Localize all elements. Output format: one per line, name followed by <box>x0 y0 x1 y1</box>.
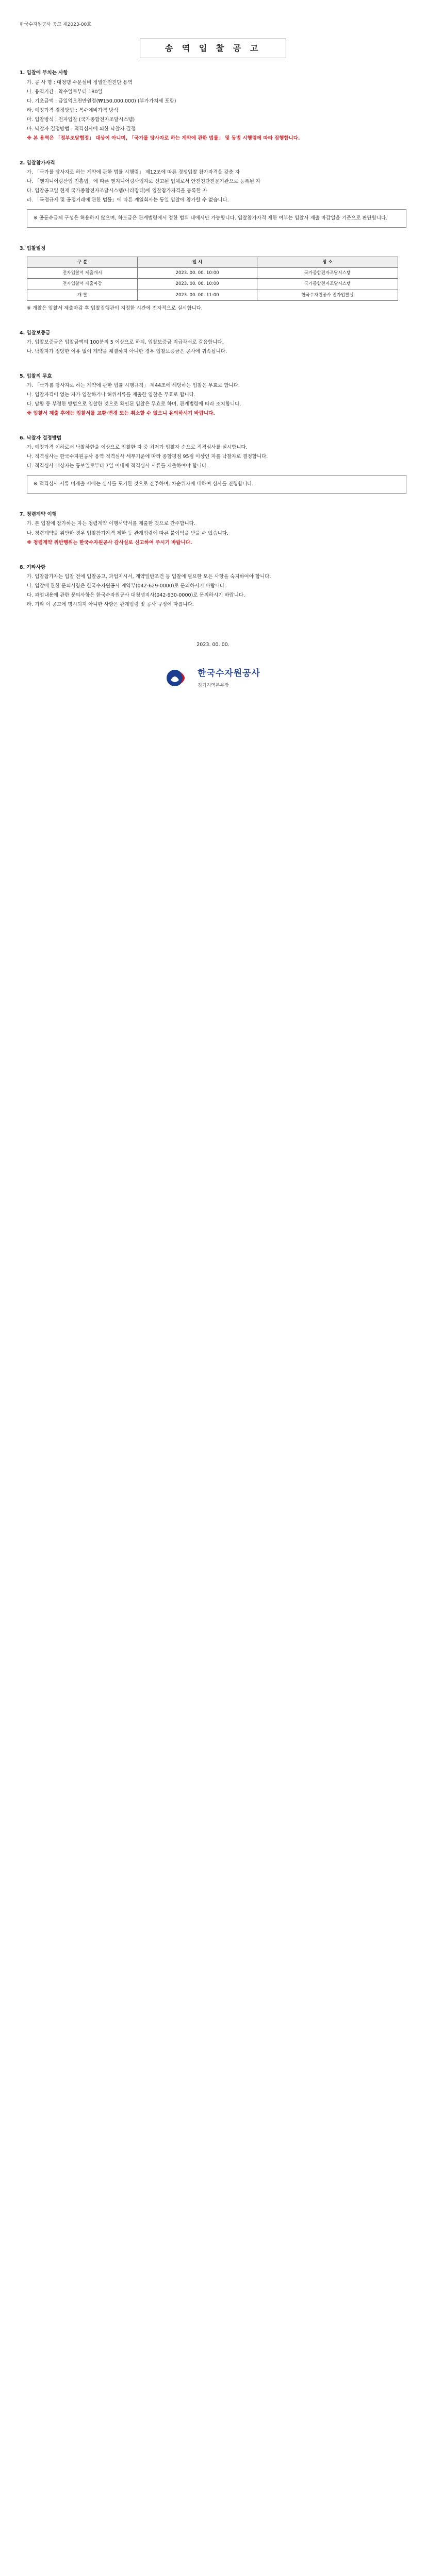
table-cell: 전자입찰서 제출개시 <box>27 268 138 279</box>
notice-box: ※ 적격심사 서류 미제출 시에는 심사를 포기한 것으로 간주하며, 차순위자에 대하여 심사를 진행합니다. <box>27 475 406 494</box>
paragraph: ※ 개찰은 입찰서 제출마감 후 입찰집행관이 지정한 시간에 전자적으로 실시합니다. <box>27 305 203 311</box>
section-7 <box>20 510 406 547</box>
section-title: 3. 입찰일정 <box>20 246 46 252</box>
section-title: 2. 입찰참가자격 <box>20 160 55 166</box>
section-8 <box>20 563 406 609</box>
table-cell: 국가종합전자조달시스템 <box>257 279 398 290</box>
table-cell: 2023. 00. 00. 11:00 <box>138 290 257 300</box>
table-row <box>27 290 398 300</box>
paragraph: 바. 낙찰자 결정방법 : 적격심사에 의한 낙찰자 결정 <box>27 126 136 132</box>
paragraph: 가. 「국가를 당사자로 하는 계약에 관한 법률 시행규칙」 제44조에 해당하는 입찰은 무효로 합니다. <box>27 382 240 388</box>
kwater-logo-icon <box>166 668 192 688</box>
section-title: 4. 입찰보증금 <box>20 330 51 336</box>
paragraph: 가. 본 입찰에 참가하는 자는 청렴계약 이행서약서를 제출한 것으로 간주합니다. <box>27 521 195 527</box>
paragraph: 나. 청렴계약을 위반한 경우 입찰참가자격 제한 등 관계법령에 따른 불이익을 받을 수 있습니다. <box>27 530 229 536</box>
paragraph: 가. 입찰보증금은 입찰금액의 100분의 5 이상으로 하되, 입찰보증금 지급각서로 갈음합니다. <box>27 339 224 345</box>
kwater-logo <box>166 665 260 690</box>
paragraph: 다. 담합 등 부정한 방법으로 입찰한 것으로 확인된 입찰은 무효로 하며, 관계법령에 따라 조치합니다. <box>27 401 241 408</box>
table-row <box>27 279 398 290</box>
section-6 <box>20 434 406 494</box>
highlight-note: ※ 본 용역은 「정부조달협정」 대상이 아니며, 「국가를 당사자로 하는 계약에 관한 법률」 및 동법 시행령에 따라 집행합니다. <box>27 135 300 141</box>
paragraph: 마. 입찰방식 : 전자입찰 (국가종합전자조달시스템) <box>27 116 135 123</box>
section-5 <box>20 372 406 418</box>
section-title: 1. 입찰에 부치는 사항 <box>20 70 68 76</box>
paragraph: 나. 용역기간 : 착수일로부터 180일 <box>27 89 103 95</box>
org-sub: 경기지역본부장 <box>198 683 229 689</box>
paragraph: 다. 입찰공고일 현재 국가종합전자조달시스템(나라장터)에 입찰참가자격을 등록한 자 <box>27 188 207 194</box>
notice-box: ※ 공동수급체 구성은 허용하지 않으며, 하도급은 관계법령에서 정한 범위 내에서만 가능합니다. 입찰참가자격 제한 여부는 입찰서 제출 마감일을 기준으로 판단합니다. <box>27 209 406 228</box>
footer <box>20 640 406 692</box>
table-header: 장 소 <box>257 257 398 268</box>
section-2 <box>20 159 406 228</box>
section-4 <box>20 329 406 357</box>
section-1 <box>20 69 406 143</box>
paragraph: 다. 과업내용에 관한 문의사항은 한국수자원공사 대청댐지사(042-930-0000)로 문의하시기 바랍니다. <box>27 592 245 598</box>
paragraph: 나. 「엔지니어링산업 진흥법」에 따른 엔지니어링사업자로 신고된 업체로서 안전진단전문기관으로 등록된 자 <box>27 178 260 184</box>
schedule-table <box>27 257 398 301</box>
highlight-note: ※ 청렴계약 위반행위는 한국수자원공사 감사실로 신고하여 주시기 바랍니다. <box>27 539 192 546</box>
section-title: 6. 낙찰자 결정방법 <box>20 435 62 442</box>
table-header: 구 분 <box>27 257 138 268</box>
paragraph: 나. 적격심사는 한국수자원공사 용역 적격심사 세부기준에 따라 종합평점 95점 이상인 자를 낙찰자로 결정합니다. <box>27 454 268 460</box>
section-title: 7. 청렴계약 이행 <box>20 512 57 518</box>
paragraph: 다. 적격심사 대상자는 통보일로부터 7일 이내에 적격심사 서류를 제출하여야 합니다. <box>27 463 208 469</box>
paragraph: 가. 입찰참가자는 입찰 전에 입찰공고, 과업지시서, 계약일반조건 등 입찰에 필요한 모든 사항을 숙지하여야 합니다. <box>27 573 271 580</box>
highlight-note: ※ 입찰서 제출 후에는 입찰서를 교환·변경 또는 취소할 수 없으니 유의하시기 바랍니다. <box>27 411 215 417</box>
table-cell: 국가종합전자조달시스템 <box>257 268 398 279</box>
paragraph: 라. 기타 이 공고에 명시되지 아니한 사항은 관계법령 및 공사 규정에 따릅니다. <box>27 601 194 607</box>
table-row <box>27 268 398 279</box>
table-header: 일 시 <box>138 257 257 268</box>
paragraph: 가. 공 사 명 : 대청댐 수문설비 정밀안전진단 용역 <box>27 79 133 86</box>
paragraph: 가. 「국가를 당사자로 하는 계약에 관한 법률 시행령」 제12조에 따른 경쟁입찰 참가자격을 갖춘 자 <box>27 169 240 175</box>
paragraph: 나. 낙찰자가 정당한 이유 없이 계약을 체결하지 아니한 경우 입찰보증금은 공사에 귀속됩니다. <box>27 348 227 354</box>
paragraph: 나. 입찰에 관한 문의사항은 한국수자원공사 계약부(042-629-0000)로 문의하시기 바랍니다. <box>27 583 226 589</box>
section-3 <box>20 244 406 313</box>
table-cell: 2023. 00. 00. 10:00 <box>138 279 257 290</box>
org-name: 한국수자원공사 <box>198 668 260 679</box>
paragraph: 다. 기초금액 : 금일억오천만원정(₩150,000,000) (부가가치세 포함) <box>27 98 176 104</box>
section-title: 8. 기타사항 <box>20 564 46 570</box>
paragraph: 라. 예정가격 결정방법 : 복수예비가격 방식 <box>27 107 119 113</box>
notice-date: 2023. 00. 00. <box>196 641 230 648</box>
notice-title: 송 역 입 찰 공 고 <box>140 39 287 58</box>
paragraph: 라. 「독점규제 및 공정거래에 관한 법률」에 따른 계열회사는 동일 입찰에 참가할 수 없습니다. <box>27 197 229 204</box>
table-cell: 2023. 00. 00. 10:00 <box>138 268 257 279</box>
section-title: 5. 입찰의 무효 <box>20 373 52 379</box>
table-cell: 한국수자원공사 전자입찰실 <box>257 290 398 300</box>
table-cell: 전자입찰서 제출마감 <box>27 279 138 290</box>
table-cell: 개 찰 <box>27 290 138 300</box>
paragraph: 가. 예정가격 이하로서 낙찰하한율 이상으로 입찰한 자 중 최저가 입찰자 순으로 적격심사를 실시합니다. <box>27 445 248 451</box>
paragraph: 나. 입찰자격이 없는 자가 입찰하거나 허위서류를 제출한 입찰은 무효로 합니다. <box>27 392 195 398</box>
notice-number: 한국수자원공사 공고 제2023-00호 <box>20 22 91 27</box>
notice-page <box>20 0 406 692</box>
